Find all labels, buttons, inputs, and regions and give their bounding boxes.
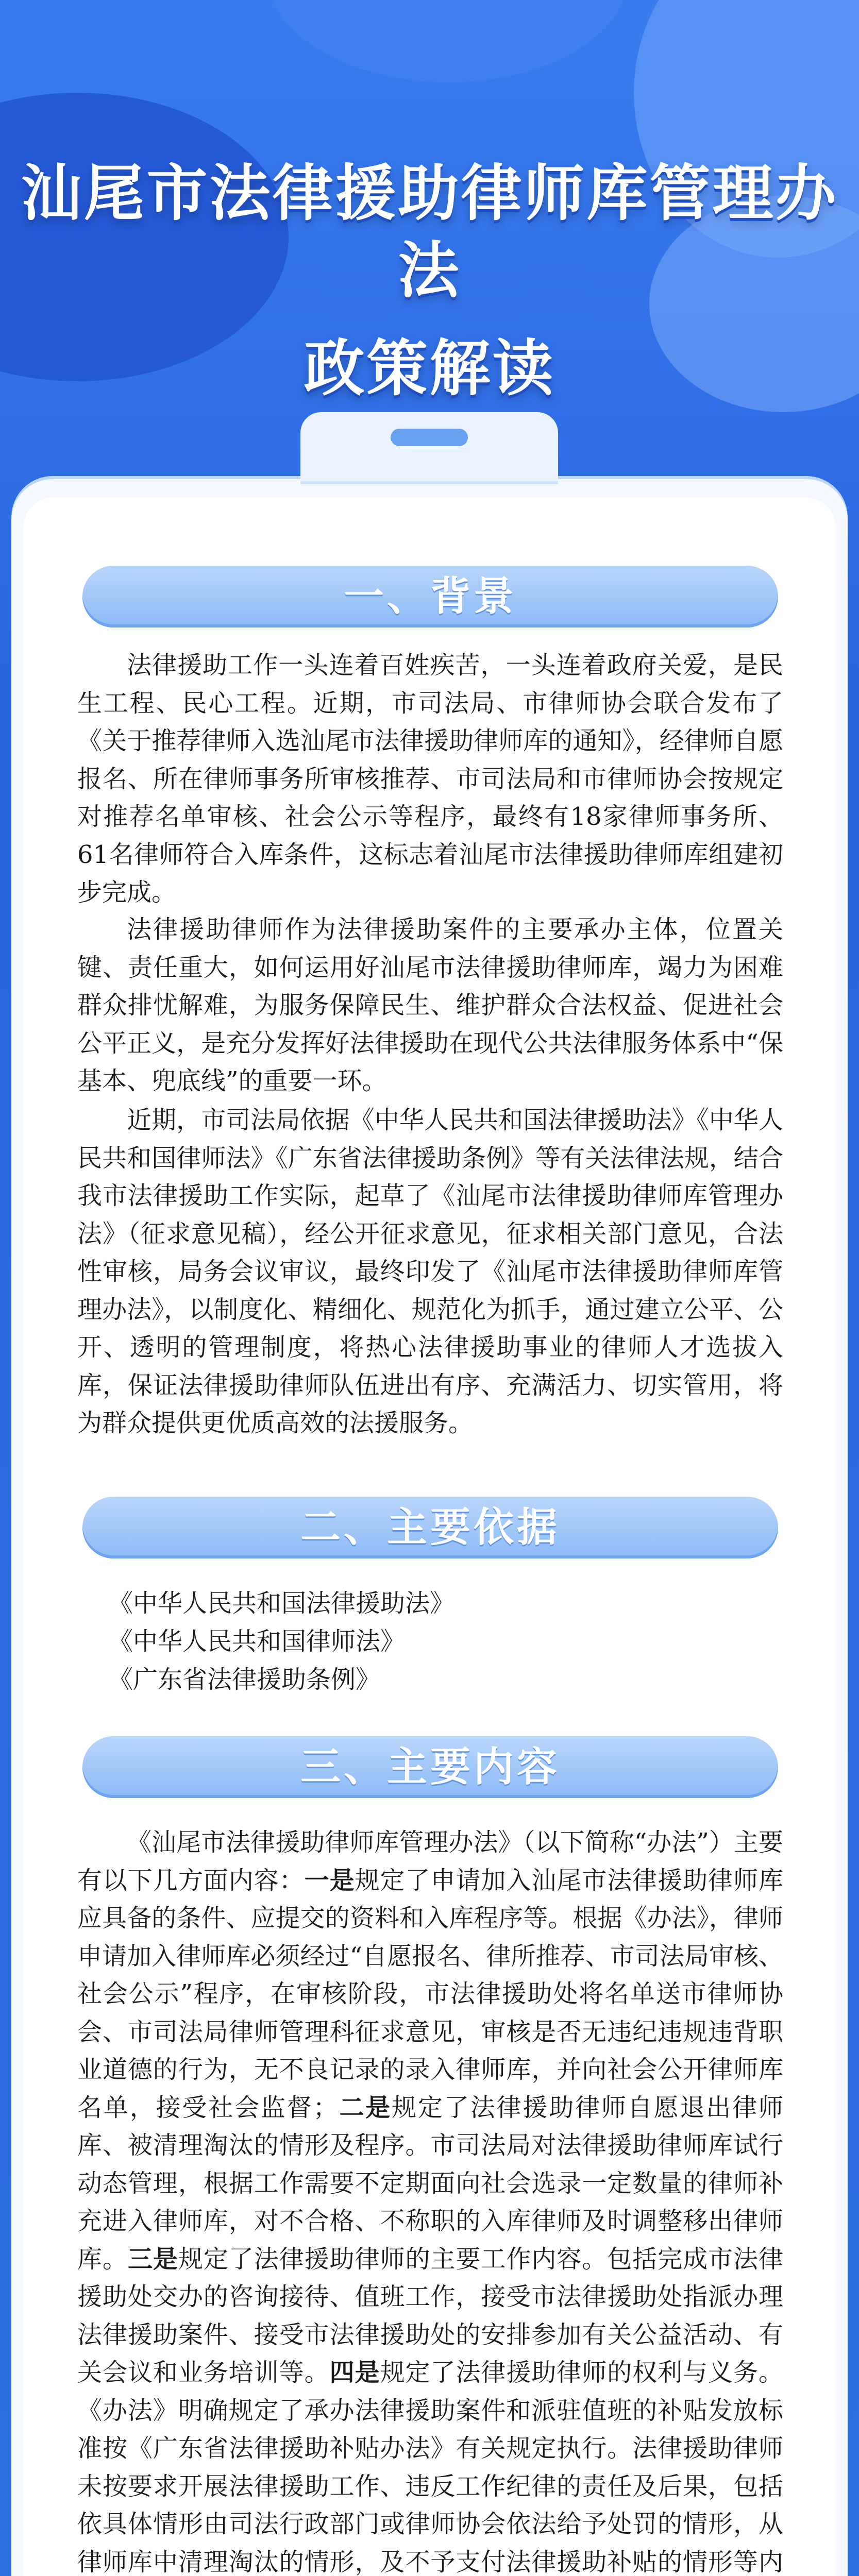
background-paragraph-1: 法律援助工作一头连着百姓疾苦，一头连着政府关爱，是民生工程、民心工程。近期，市司法局、市律师协会联合发布了《关于推荐律师入选汕尾市法律援助律师库的通知》，经律师自愿报名、所在律师事务所审核推荐、市司法局和市律师协会按规定对推荐名单审核、社会公示等程序，最终有18家律师事务所、61名律师符合入库条件，这标志着汕尾市法律援助律师库组建初步完成。 (77, 651, 783, 907)
content-point-2: 规定了法律援助律师自愿退出律师库、被清理淘汰的情形及程序。市司法局对法律援助律师库试行动态管理，根据工作需要不定期面向社会选录一定数量的律师补充进入律师库，对不合格、不称职的入库律师及时调整移出律师库。 (77, 2093, 783, 2274)
content-intro: 《汕尾市法律援助律师库管理办法》（以下简称“办法”）主要有以下几方面内容： (77, 1828, 783, 1895)
section-heading-text: 二、主要依据 (300, 1504, 560, 1551)
point-marker-3: 三是 (127, 2244, 178, 2274)
section-heading-text: 一、背景 (343, 573, 517, 620)
point-marker-4: 四是 (329, 2358, 380, 2387)
point-marker-1: 一是 (304, 1866, 355, 1895)
page-title (0, 155, 859, 407)
section-heading-background (82, 566, 778, 628)
basis-list-item: 《中华人民共和国律师法》 (108, 1627, 406, 1656)
basis-list-item: 《中华人民共和国法律援助法》 (108, 1589, 455, 1618)
basis-list (108, 1584, 778, 1699)
section-heading-basis (82, 1497, 778, 1558)
section-heading-content (82, 1736, 778, 1798)
content-point-3: 规定了法律援助律师的主要工作内容。包括完成市法律援助处交办的咨询接待、值班工作，接受市法律援助处指派办理法律援助案件、接受市法律援助处的安排参加有关公益活动、有关会议和业务培训等。 (77, 2244, 783, 2387)
background-paragraph-3: 近期，市司法局依据《中华人民共和国法律援助法》《中华人民共和国律师法》《广东省法律援助条例》等有关法律法规，结合我市法律援助工作实际，起草了《汕尾市法律援助律师库管理办法》（征求意见稿），经公开征求意见，征求相关部门意见，合法性审核，局务会议审议，最终印发了《汕尾市法律援助律师库管理办法》，以制度化、精细化、规范化为抓手，通过建立公平、公开、透明的管理制度，将热心法律援助事业的律师人才选拔入库，保证法律援助律师队伍进出有序、充满活力、切实管用，将为群众提供更优质高效的法援服务。 (77, 1106, 783, 1437)
content-point-4: 规定了法律援助律师的权利与义务。《办法》明确规定了承办法律援助案件和派驻值班的补贴发放标准按《广东省法律援助补贴办法》有关规定执行。法律援助律师未按要求开展法律援助工作、违反工作纪律的责任及后果，包括依具体情形由司法行政部门或律师协会依法给予处罚的情形，从律师库中清理淘汰的情形，及不予支付法律援助补贴的情形等内 (77, 2358, 783, 2576)
clipboard-clip-slot (391, 429, 468, 446)
content-point-1: 规定了申请加入汕尾市法律援助律师库应具备的条件、应提交的资料和入库程序等。根据《办法》，律师申请加入律师库必须经过“自愿报名、律所推荐、市司法局审核、社会公示”程序，在审核阶段，市法律援助处将名单送市律师协会、市司法局律师管理科征求意见，审核是否无违纪违规违背职业道德的行为，无不良记录的录入律师库，并向社会公开律师库名单，接受社会监督； (77, 1866, 783, 2122)
background-paragraph-2: 法律援助律师作为法律援助案件的主要承办主体，位置关键、责任重大，如何运用好汕尾市法律援助律师库，竭力为困难群众排忧解难，为服务保障民生、维护群众合法权益、促进社会公平正义，是充分发挥好法律援助在现代公共法律服务体系中“保基本、兜底线”的重要一环。 (77, 915, 783, 1095)
title-line-sub: 政策解读 (304, 333, 555, 404)
clipboard-clip (300, 412, 558, 484)
content-paragraph (77, 1824, 783, 2576)
basis-list-item: 《广东省法律援助条例》 (108, 1665, 381, 1694)
point-marker-2: 二是 (338, 2093, 392, 2122)
title-line-main: 汕尾市法律援助律师库管理办法 (21, 158, 838, 306)
section-heading-text: 三、主要内容 (300, 1744, 560, 1790)
